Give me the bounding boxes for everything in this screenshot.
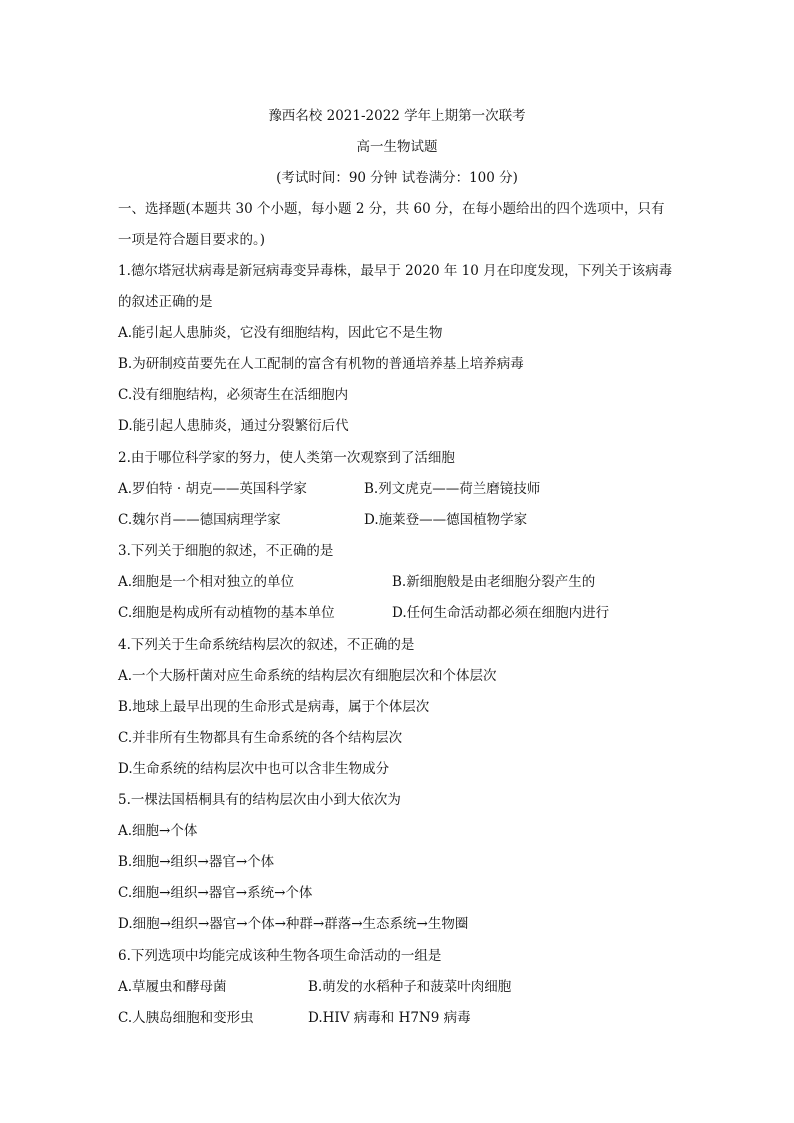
question-6-option-c: C.人胰岛细胞和变形虫 (118, 1010, 254, 1026)
question-5-stem: 5.一棵法国梧桐具有的结构层次由小到大依次为 (118, 792, 401, 808)
question-1-option-b: B.为研制疫苗要先在人工配制的富含有机物的普通培养基上培养病毒 (118, 356, 524, 372)
exam-subject-title: 高一生物试题 (356, 139, 438, 155)
question-4-stem: 4.下列关于生命系统结构层次的叙述，不正确的是 (118, 637, 415, 653)
question-3-stem: 3.下列关于细胞的叙述，不正确的是 (118, 543, 334, 559)
question-5-option-d: D.细胞→组织→器官→个体→种群→群落→生态系统→生物圈 (118, 916, 469, 932)
question-4-option-d: D.生命系统的结构层次中也可以含非生物成分 (118, 761, 390, 777)
question-3-option-d: D.任何生命活动都必须在细胞内进行 (392, 605, 610, 621)
question-6-option-a: A.草履虫和酵母菌 (118, 979, 227, 995)
section-intro-line-2: 一项是符合题目要求的。) (118, 232, 266, 248)
question-6-stem: 6.下列选项中均能完成该种生物各项生命活动的一组是 (118, 948, 442, 964)
section-intro-line-1: 一、选择题(本题共 30 个小题，每小题 2 分，共 60 分，在每小题给出的四个选项中，只有 (118, 201, 665, 217)
question-1-stem-line-1: 1.德尔塔冠状病毒是新冠病毒变异毒株，最早于 2020 年 10 月在印度发现，下列关于该病毒 (118, 263, 673, 279)
question-4-option-c: C.并非所有生物都具有生命系统的各个结构层次 (118, 730, 403, 746)
question-2-option-a: A.罗伯特 · 胡克——英国科学家 (118, 481, 307, 497)
question-3-option-a: A.细胞是一个相对独立的单位 (118, 574, 295, 590)
question-6-option-b: B.萌发的水稻种子和菠菜叶肉细胞 (308, 979, 512, 995)
question-1-option-c: C.没有细胞结构，必须寄生在活细胞内 (118, 387, 349, 403)
question-5-option-b: B.细胞→组织→器官→个体 (118, 854, 275, 870)
exam-school-title: 豫西名校 2021-2022 学年上期第一次联考 (268, 108, 526, 124)
question-5-option-a: A.细胞→个体 (118, 823, 198, 839)
question-1-option-a: A.能引起人患肺炎，它没有细胞结构，因此它不是生物 (118, 325, 443, 341)
question-3-option-b: B.新细胞般是由老细胞分裂产生的 (392, 574, 596, 590)
question-1-option-d: D.能引起人患肺炎，通过分裂繁衍后代 (118, 418, 349, 434)
question-2-option-d: D.施莱登——德国植物学家 (364, 512, 528, 528)
question-2-stem: 2.由于哪位科学家的努力，使人类第一次观察到了活细胞 (118, 450, 455, 466)
question-4-option-a: A.一个大肠杆菌对应生命系统的结构层次有细胞层次和个体层次 (118, 668, 497, 684)
question-5-option-c: C.细胞→组织→器官→系统→个体 (118, 885, 313, 901)
question-2-option-b: B.列文虎克——荷兰磨镜技师 (364, 481, 541, 497)
question-3-option-c: C.细胞是构成所有动植物的基本单位 (118, 605, 335, 621)
exam-time-info: (考试时间：90 分钟 试卷满分：100 分) (276, 170, 518, 186)
question-6-option-d: D.HIV 病毒和 H7N9 病毒 (308, 1010, 471, 1026)
question-4-option-b: B.地球上最早出现的生命形式是病毒，属于个体层次 (118, 699, 430, 715)
question-2-option-c: C.魏尔肖——德国病理学家 (118, 512, 281, 528)
question-1-stem-line-2: 的叙述正确的是 (118, 294, 213, 310)
